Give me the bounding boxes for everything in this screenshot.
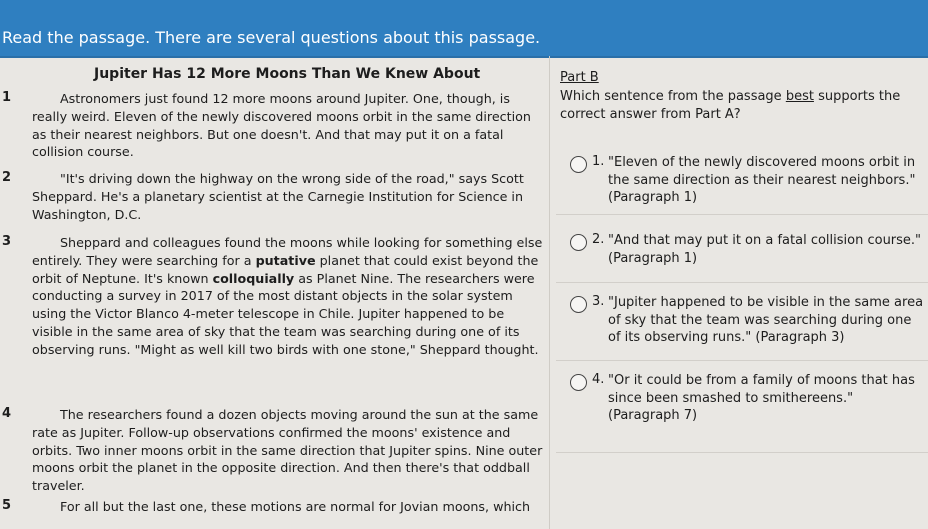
- paragraph-number: 3: [2, 234, 12, 249]
- panel-divider: [549, 56, 550, 529]
- part-label: Part B: [560, 70, 599, 85]
- vocab-word-putative: putative: [255, 252, 316, 268]
- radio-button[interactable]: [570, 156, 587, 173]
- passage-title: Jupiter Has 12 More Moons Than We Knew About: [94, 66, 481, 82]
- option-text: "Eleven of the newly discovered moons orbit in the same direction as their nearest neighbors." (Paragraph 1): [608, 155, 916, 205]
- paragraph-segment: Sheppard and colleagues found the moons while looking for something else entirely. They were searching for a: [32, 235, 543, 268]
- passage-panel: [0, 56, 548, 529]
- option-number: 1.: [592, 154, 605, 169]
- paragraph-segment: planet that could exist beyond the orbit of Neptune. It's known: [32, 252, 539, 286]
- radio-button[interactable]: [570, 296, 587, 313]
- option-text: "Jupiter happened to be visible in the same area of sky that the team was searching during one of its observing runs." (Paragraph 3): [608, 295, 924, 345]
- paragraph-4: [0, 406, 548, 495]
- question-panel: [556, 56, 928, 529]
- paragraph-number: 1: [2, 90, 12, 105]
- answer-option-2[interactable]: [556, 232, 928, 283]
- answer-option-4[interactable]: [556, 372, 928, 453]
- paragraph-segment: "It's driving down the highway on the wrong side of the road," says Scott Sheppard. He's a planetary scientist at the Carnegie Institution for Science in Washington, D.C.: [32, 171, 524, 222]
- option-number: 2.: [592, 232, 605, 247]
- paragraph-segment: For all but the last one, these motions are normal for Jovian moons, which: [60, 499, 531, 514]
- instruction-text: Read the passage. There are several questions about this passage.: [2, 28, 541, 47]
- prompt-emphasis: best: [785, 89, 814, 104]
- radio-button[interactable]: [570, 234, 587, 251]
- option-text: "And that may put it on a fatal collision course." (Paragraph 1): [608, 233, 922, 266]
- paragraph-number: 5: [2, 498, 12, 513]
- paragraph-segment: as Planet Nine. The researchers were conducting a survey in 2017 of the most distant objects in the solar system using the Victor Blanco 4-meter telescope in Chile. Jupiter happened to be visible in the same area of sky that the team was searching during one of its observing runs. "Might as well kill two birds with one stone," Sheppard thought.: [32, 270, 539, 357]
- paragraph-number: 4: [2, 406, 12, 421]
- paragraph-text: [0, 406, 548, 495]
- paragraph-text: [0, 90, 548, 161]
- option-text: "Or it could be from a family of moons that has since been smashed to smithereens." (Paragraph 7): [608, 373, 915, 423]
- paragraph-2: [0, 170, 548, 223]
- vocab-word-colloquially: colloquially: [212, 270, 295, 286]
- paragraph-3: [0, 234, 548, 359]
- question-prompt: [560, 88, 924, 124]
- paragraph-1: [0, 90, 548, 161]
- paragraph-segment: The researchers found a dozen objects moving around the sun at the same rate as Jupiter. Follow-up observations confirmed the moons' existence and orbits. Two inner moons orbit in the same direction that Jupiter spins. Nine outer moons orbit the planet in the opposite direction. And then there's that oddball traveler.: [32, 407, 543, 494]
- prompt-text: Which sentence from the passage: [560, 89, 786, 104]
- paragraph-text: [0, 170, 548, 223]
- radio-button[interactable]: [570, 374, 587, 391]
- option-number: 3.: [592, 294, 605, 309]
- paragraph-text: [0, 234, 548, 359]
- paragraph-text: [0, 498, 548, 516]
- paragraph-5: [0, 498, 548, 516]
- answer-option-1[interactable]: [556, 154, 928, 215]
- option-number: 4.: [592, 372, 605, 387]
- prompt-text: supports the correct answer from Part A?: [560, 89, 901, 122]
- instruction-banner: [0, 0, 928, 58]
- answer-option-3[interactable]: [556, 294, 928, 361]
- paragraph-segment: Astronomers just found 12 more moons around Jupiter. One, though, is really weird. Eleven of the newly discovered moons orbit in the same direction as their nearest neighbors. But one doesn't. And that may put it on a fatal collision course.: [32, 91, 531, 160]
- paragraph-number: 2: [2, 170, 12, 185]
